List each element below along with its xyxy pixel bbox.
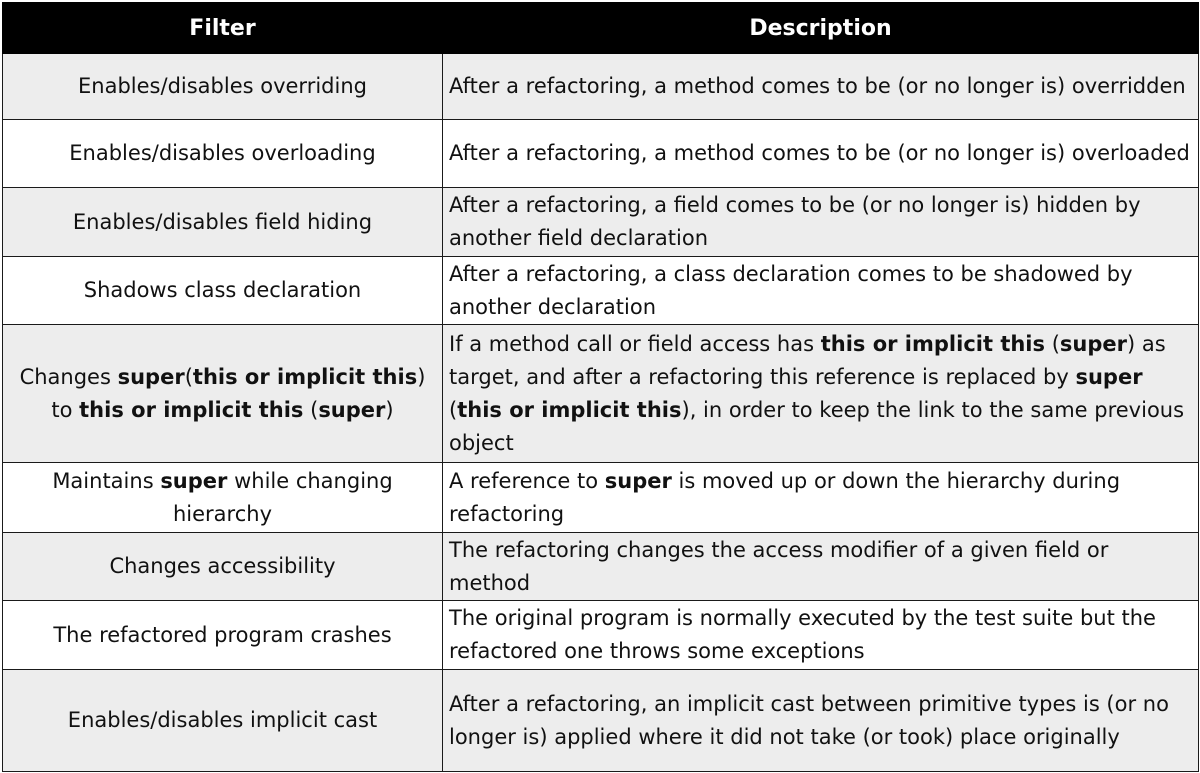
header-description: Description [443,3,1199,54]
filter-cell: Changes accessibility [3,533,443,601]
table-row [3,325,1199,463]
bold-keyword: this or implicit this [192,364,418,389]
description-cell: After a refactoring, a field comes to be (or no longer is) hidden by another field declaration [443,188,1199,257]
table-row [3,670,1199,772]
table-row [3,533,1199,601]
description-cell: After a refactoring, a class declaration comes to be shadowed by another declaration [443,257,1199,325]
description-cell: After a refactoring, a method comes to be (or no longer is) overridden [443,54,1199,120]
header-filter: Filter [3,3,443,54]
description-cell: After a refactoring, an implicit cast between primitive types is (or no longer is) applied where it did not take (or took) place originally [443,670,1199,772]
filter-cell: Changes super(this or implicit this) to this or implicit this (super) [3,325,443,463]
bold-keyword: super [160,468,228,493]
bold-keyword: super [1059,331,1127,356]
description-cell: The original program is normally executed by the test suite but the refactored one throws some exceptions [443,601,1199,670]
header-row [3,3,1199,54]
filter-cell: Enables/disables field hiding [3,188,443,257]
filter-cell: Enables/disables overriding [3,54,443,120]
description-cell: If a method call or field access has this or implicit this (super) as target, and after a refactoring this reference is replaced by super (this or implicit this), in order to keep the link to the same previous object [443,325,1199,463]
filter-cell: Enables/disables overloading [3,120,443,188]
bold-keyword: this or implicit this [820,331,1046,356]
bold-keyword: super [604,468,672,493]
table-row [3,463,1199,533]
table-row [3,601,1199,670]
bold-keyword: super [117,364,185,389]
filter-cell: Enables/disables implicit cast [3,670,443,772]
bold-keyword: super [318,397,386,422]
bold-keyword: this or implicit this [79,397,304,422]
table-row [3,188,1199,257]
table-row [3,54,1199,120]
description-cell: A reference to super is moved up or down the hierarchy during refactoring [443,463,1199,533]
description-cell: The refactoring changes the access modifier of a given field or method [443,533,1199,601]
filter-table [2,2,1199,772]
table-row [3,120,1199,188]
filter-cell: The refactored program crashes [3,601,443,670]
description-cell: After a refactoring, a method comes to be (or no longer is) overloaded [443,120,1199,188]
filter-cell: Shadows class declaration [3,257,443,325]
table-row [3,257,1199,325]
filter-cell: Maintains super while changing hierarchy [3,463,443,533]
bold-keyword: this or implicit this [457,397,682,422]
bold-keyword: super [1075,364,1143,389]
